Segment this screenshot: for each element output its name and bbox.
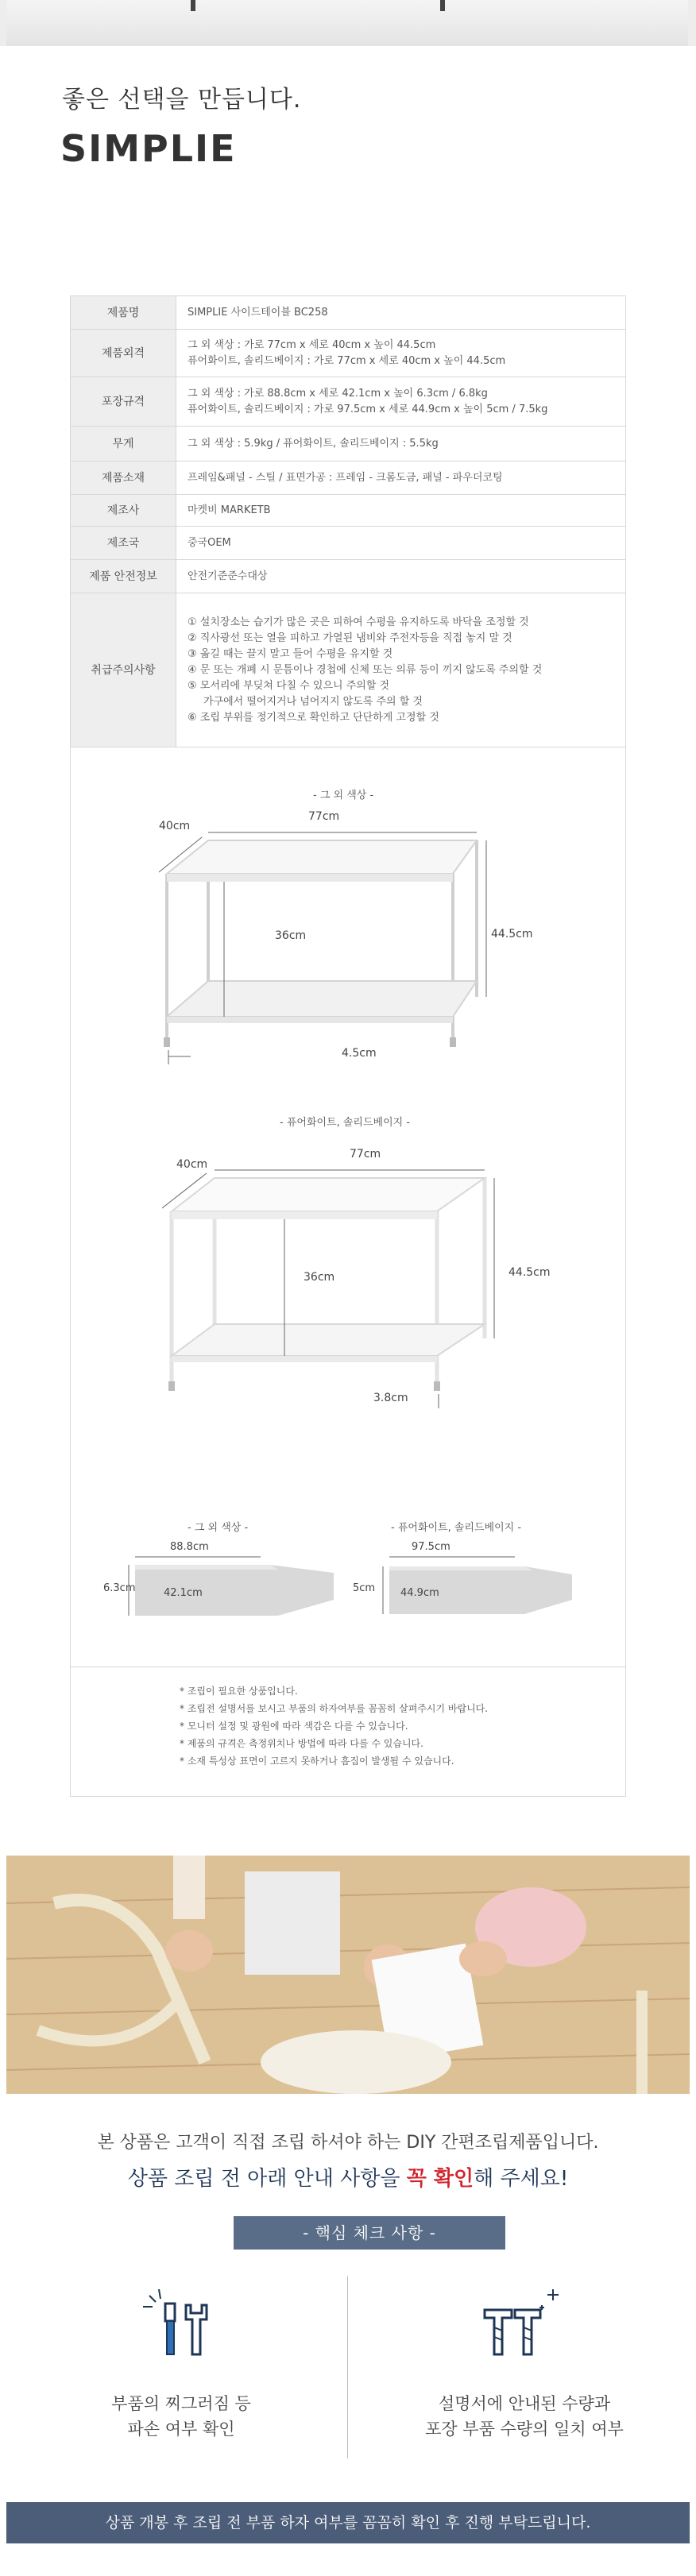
spec-value (176, 527, 626, 560)
spec-line: ② 직사광선 또는 열을 피하고 가열된 냄비와 주전자등을 직접 놓지 말 것 (188, 631, 512, 644)
notice-item: * 조립전 설명서를 보시고 부품의 하자여부를 꼼꼼히 살펴주시기 바랍니다. (180, 1703, 489, 1714)
table-leg (191, 0, 195, 11)
spec-row (71, 462, 626, 495)
spec-key: 제조국 (71, 527, 176, 560)
spec-line: 안전기준준수대상 (188, 570, 268, 582)
top-photo-strip (0, 0, 696, 46)
check-item-right (397, 2391, 652, 2442)
brand-title: SIMPLIE (60, 127, 237, 170)
spec-value (176, 427, 626, 462)
spec-line: ⑤ 모서리에 부딪쳐 다칠 수 있으니 주의할 것 (188, 679, 390, 692)
dim-foot: 3.8cm (373, 1392, 408, 1404)
box-caption: - 그 외 색상 - (188, 1522, 249, 1534)
spec-row (71, 495, 626, 527)
sub-headline: 좋은 선택을 만듭니다. (62, 86, 302, 114)
spec-line: ③ 옮길 때는 끌지 말고 들어 수평을 유지할 것 (188, 647, 393, 660)
spec-row (71, 296, 626, 330)
check-line: 부품의 찌그러짐 등 (111, 2394, 251, 2413)
spec-key: 제품 안전정보 (71, 560, 176, 593)
spec-line: 프레임&패널 - 스틸 / 표면가공 : 프레임 - 크롬도금, 패널 - 파우더코팅 (188, 471, 503, 484)
spec-value (176, 560, 626, 593)
dim-depth: 40cm (176, 1158, 208, 1171)
spec-value (176, 377, 626, 427)
spec-line: 마켓비 MARKETB (188, 504, 271, 516)
dim-depth: 40cm (159, 820, 191, 832)
spec-value (176, 495, 626, 527)
assembly-photo (6, 1856, 690, 2094)
spec-key: 포장규격 (71, 377, 176, 427)
box-width: 97.5cm (412, 1541, 450, 1553)
spec-line: ⑥ 조립 부위를 정기적으로 확인하고 단단하게 고정할 것 (188, 711, 439, 724)
spec-line: ① 설치장소는 습기가 많은 곳은 피하여 수평을 유지하도록 바닥을 조정할 것 (188, 616, 529, 628)
check-instruction (0, 2162, 696, 2192)
package-box-1 (119, 1544, 342, 1624)
box-depth: 42.1cm (164, 1587, 203, 1599)
spec-key: 취급주의사항 (71, 593, 176, 747)
notice-item: * 제품의 규격은 측정위치나 방법에 따라 다를 수 있습니다. (180, 1738, 423, 1749)
check-line: 포장 부품 수량의 일치 여부 (425, 2420, 624, 2439)
spec-line: 그 외 색상 : 5.9kg / 퓨어화이트, 솔리드베이지 : 5.5kg (188, 437, 439, 450)
dim-height: 44.5cm (508, 1266, 551, 1279)
spec-row (71, 527, 626, 560)
dim-inner-height: 36cm (304, 1271, 335, 1284)
screws-icon (477, 2288, 564, 2359)
spec-line: ④ 문 또는 개폐 시 문틈이나 경첩에 신체 또는 의류 등이 끼지 않도록 주의할 것 (188, 663, 543, 676)
tools-icon (141, 2288, 213, 2359)
spec-value (176, 330, 626, 377)
package-box-2 (373, 1544, 596, 1624)
dim-width: 77cm (308, 810, 340, 823)
spec-row (71, 560, 626, 593)
assembly-photo-illustration (6, 1856, 690, 2094)
dim-inner-height: 36cm (275, 929, 307, 942)
bottom-notice-bar: 상품 개봉 후 조립 전 부품 하자 여부를 꼼꼼히 확인 후 진행 부탁드립니다. (6, 2502, 690, 2543)
diagram-caption: - 퓨어화이트, 솔리드베이지 - (280, 1117, 411, 1129)
spec-table (70, 295, 626, 747)
box-height: 5cm (353, 1582, 376, 1594)
dim-width: 77cm (350, 1148, 381, 1161)
product-photo-crop (6, 0, 688, 46)
notice-list (180, 1682, 488, 1770)
check-title-bar: - 핵심 체크 사항 - (234, 2216, 505, 2250)
box-height: 6.3cm (103, 1582, 136, 1594)
instruction-highlight: 꼭 확인 (406, 2167, 474, 2191)
spec-key: 제품소재 (71, 462, 176, 495)
spec-value (176, 296, 626, 330)
spec-line: 그 외 색상 : 가로 77cm x 세로 40cm x 높이 44.5cm (188, 338, 436, 351)
spec-row (71, 427, 626, 462)
check-divider (347, 2276, 348, 2458)
spec-key: 제조사 (71, 495, 176, 527)
spec-row (71, 330, 626, 377)
diy-intro-text: 본 상품은 고객이 직접 조립 하셔야 하는 DIY 간편조립제품입니다. (97, 2133, 599, 2153)
dim-height: 44.5cm (491, 928, 533, 940)
spec-line: 퓨어화이트, 솔리드베이지 : 가로 77cm x 세로 40cm x 높이 44.5cm (188, 354, 506, 367)
spec-line: 가구에서 떨어지거나 넘어지지 않도록 주의 할 것 (203, 695, 423, 708)
spec-key: 제품외격 (71, 330, 176, 377)
box-depth: 44.9cm (400, 1587, 439, 1599)
spec-row (71, 377, 626, 427)
notice-item: * 조립이 필요한 상품입니다. (180, 1686, 298, 1697)
spec-line: 중국OEM (188, 536, 231, 549)
spec-key: 제품명 (71, 296, 176, 330)
spec-line: 그 외 색상 : 가로 88.8cm x 세로 42.1cm x 높이 6.3cm / 6.8kg (188, 387, 488, 400)
check-line: 설명서에 안내된 수량과 (438, 2394, 611, 2413)
spec-value (176, 593, 626, 747)
table-diagram-2 (151, 1156, 508, 1426)
spec-line: 퓨어화이트, 솔리드베이지 : 가로 97.5cm x 세로 44.9cm x 높이 5cm / 7.5kg (188, 403, 548, 415)
check-line: 파손 여부 확인 (127, 2420, 235, 2439)
check-item-left (54, 2391, 308, 2442)
box-width: 88.8cm (170, 1541, 209, 1553)
spec-value (176, 462, 626, 495)
notice-item: * 소재 특성상 표면이 고르지 못하거나 흠집이 발생될 수 있습니다. (180, 1755, 454, 1767)
table-leg (440, 0, 445, 11)
table-diagram-1 (143, 818, 501, 1080)
spec-line: SIMPLIE 사이드테이블 BC258 (188, 306, 328, 319)
divider-line (70, 1666, 626, 1667)
spec-row (71, 593, 626, 747)
notice-item: * 모니터 설정 및 광원에 따라 색감은 다를 수 있습니다. (180, 1721, 408, 1732)
instruction-text: 해 주세요! (474, 2167, 569, 2191)
spec-key: 무게 (71, 427, 176, 462)
dim-foot: 4.5cm (342, 1047, 377, 1060)
box-caption: - 퓨어화이트, 솔리드베이지 - (391, 1522, 522, 1534)
instruction-text: 상품 조립 전 아래 안내 사항을 (127, 2167, 407, 2191)
diagram-caption: - 그 외 색상 - (313, 790, 374, 801)
